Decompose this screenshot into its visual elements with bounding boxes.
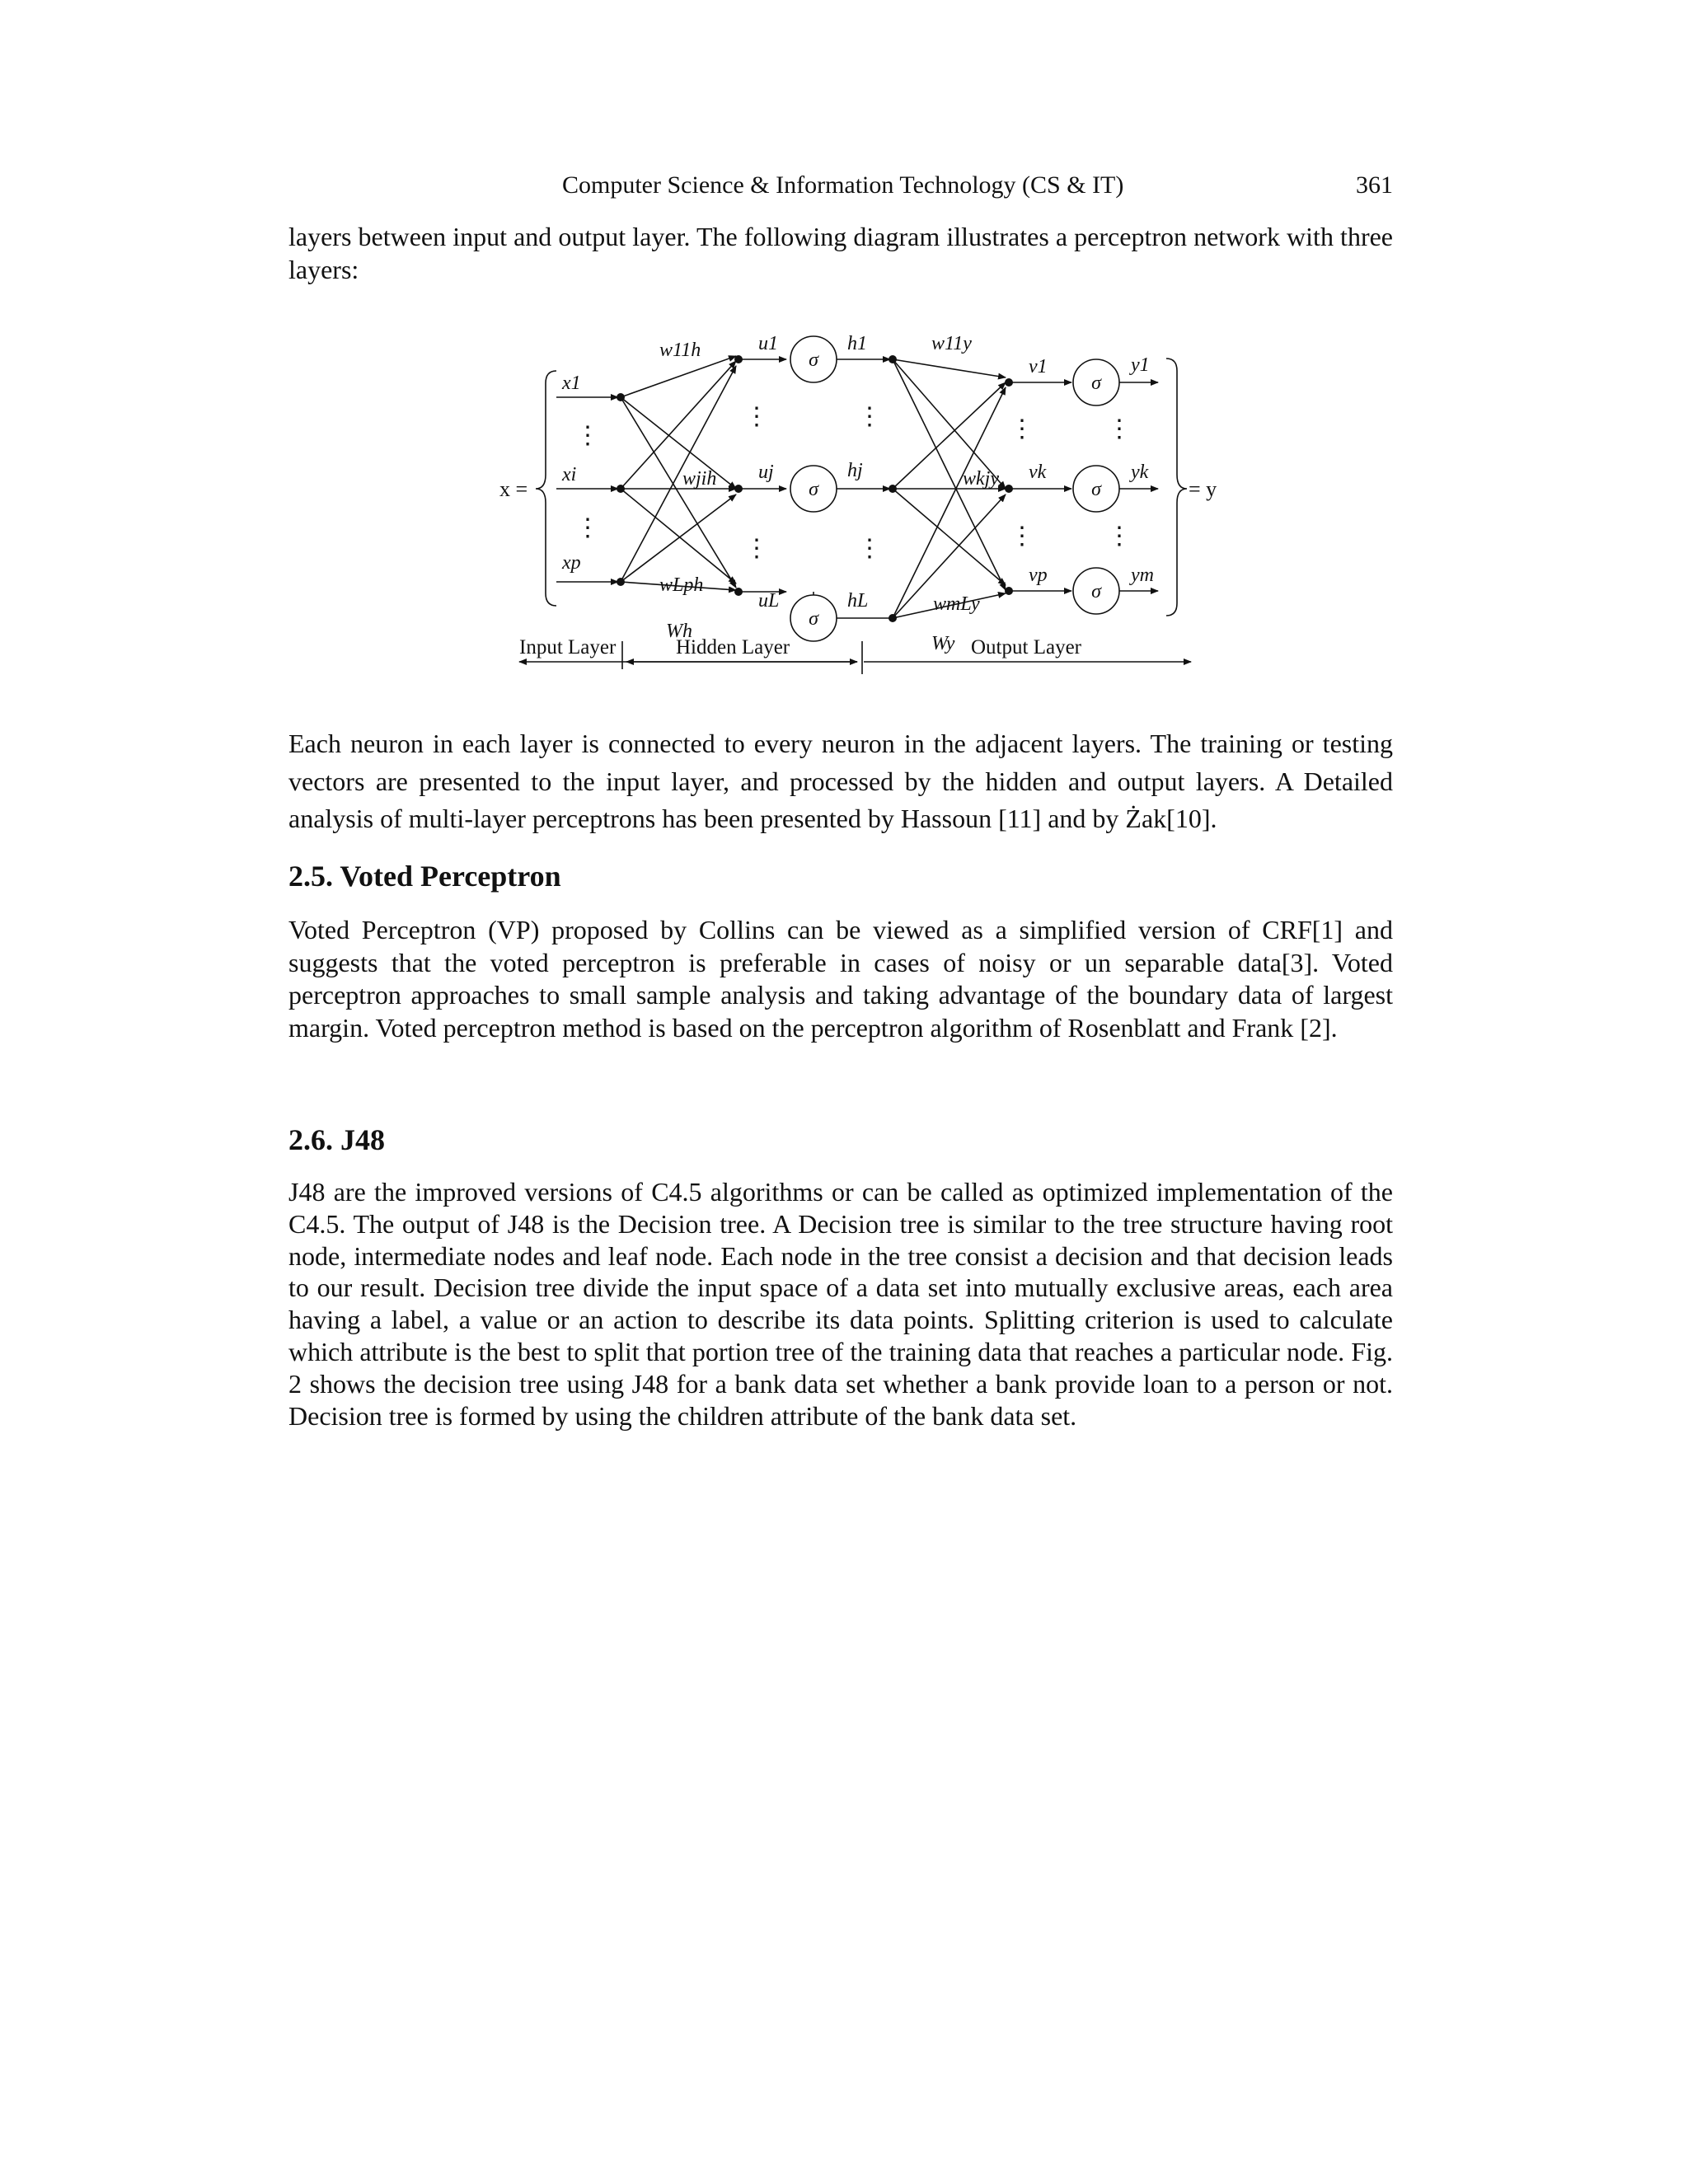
section-heading: 2.6. J48 [288,1123,385,1156]
page-number: 361 [1356,171,1393,199]
hidden-in-label: uj [758,462,774,483]
perceptron-diagram [495,313,1217,692]
input-label: xi [562,464,577,485]
output-label: ym [1131,565,1154,586]
output-in-label: vp [1029,565,1048,586]
hidden-out-label: hj [847,460,863,481]
layer-label: Input Layer [519,636,617,658]
weight-label: wLph [659,574,704,596]
svg-text:⋮: ⋮ [744,403,769,430]
output-in-label: v1 [1029,356,1048,377]
weight-label: w11h [659,340,701,361]
weight-label: wmLy [933,593,980,615]
weight-label: wkjy [963,468,999,490]
svg-text:⋮: ⋮ [575,422,600,449]
body-paragraph: Each neuron in each layer is connected to every neuron in the adjacent layers. The training or testing vectors are presented to the input layer, and processed by the hidden and output layers. A Detailed analysis of multi-layer perceptrons has been presented by Hassoun [11] and by Żak[10]. [288,729,1393,833]
journal-title: Computer Science & Information Technology (CS & IT) [562,171,1124,199]
hidden-in-label: u1 [758,333,778,354]
sigma-label: σ [809,349,818,371]
equals-y-label: = y [1189,477,1217,501]
section-heading: 2.5. Voted Perceptron [288,860,561,893]
sigma-label: σ [1091,479,1101,500]
svg-text:⋮: ⋮ [857,403,882,430]
hidden-out-label: hL [847,590,869,612]
output-in-label: vk [1029,462,1047,483]
svg-text:⋮: ⋮ [1107,415,1132,443]
layer-label: Hidden Layer [676,636,790,658]
x-equals-label: x = [499,477,528,501]
hidden-out-label: h1 [847,333,867,354]
perceptron-network-figure [495,313,1217,692]
weight-label: wjih [682,468,717,490]
body-paragraph: J48 are the improved versions of C4.5 algorithms or can be called as optimized implementation of the C4.5. The output of J48 is the Decision tree. A Decision tree is similar to the tree structure having root node, intermediate nodes and leaf node. Each node in the tree consist a decision and that decision leads to our result. Decision tree divide the input space of a data set into mutually exclusive areas, each area having a label, a value or an action to describe its data points. Splitting criterion is used to calculate which attribute is the best to split that portion tree of the training data that reaches a particular node. Fig. 2 shows the decision tree using J48 for a bank data set whether a bank provide loan to a person or not. Decision tree is formed by using the children attribute of the bank data set. [288,1177,1393,1431]
svg-text:⋮: ⋮ [857,535,882,562]
weight-matrix-label: Wy [931,633,955,654]
hidden-in-label: uL [758,590,780,612]
body-paragraph: Voted Perceptron (VP) proposed by Collins can be viewed as a simplified version of CRF[1] and suggests that the voted perceptron is preferable in cases of noisy or un separable data[3]. Voted perceptron approaches to small sample analysis and taking advantage of the boundary data of largest margin. Voted perceptron method is based on the perceptron algorithm of Rosenblatt and Frank [2]. [288,915,1393,1043]
layer-label: Output Layer [971,636,1081,658]
svg-text:⋮: ⋮ [1010,415,1034,443]
output-label: y1 [1131,354,1150,376]
input-label: xp [562,552,581,574]
sigma-label: σ [1091,373,1101,394]
svg-text:⋮: ⋮ [744,535,769,562]
weight-label: w11y [931,333,972,354]
svg-text:⋮: ⋮ [575,514,600,541]
svg-text:⋮: ⋮ [1107,523,1132,550]
output-label: yk [1131,462,1149,483]
sigma-label: σ [809,479,818,500]
weight-matrix-label: Wh [666,621,692,642]
svg-text:⋮: ⋮ [1010,523,1034,550]
sigma-label: σ [1091,581,1101,602]
sigma-label: σ [809,608,818,630]
input-label: x1 [562,373,581,394]
running-header [288,171,1393,204]
intro-paragraph: layers between input and output layer. The following diagram illustrates a perceptron network with three layers: [288,222,1393,284]
